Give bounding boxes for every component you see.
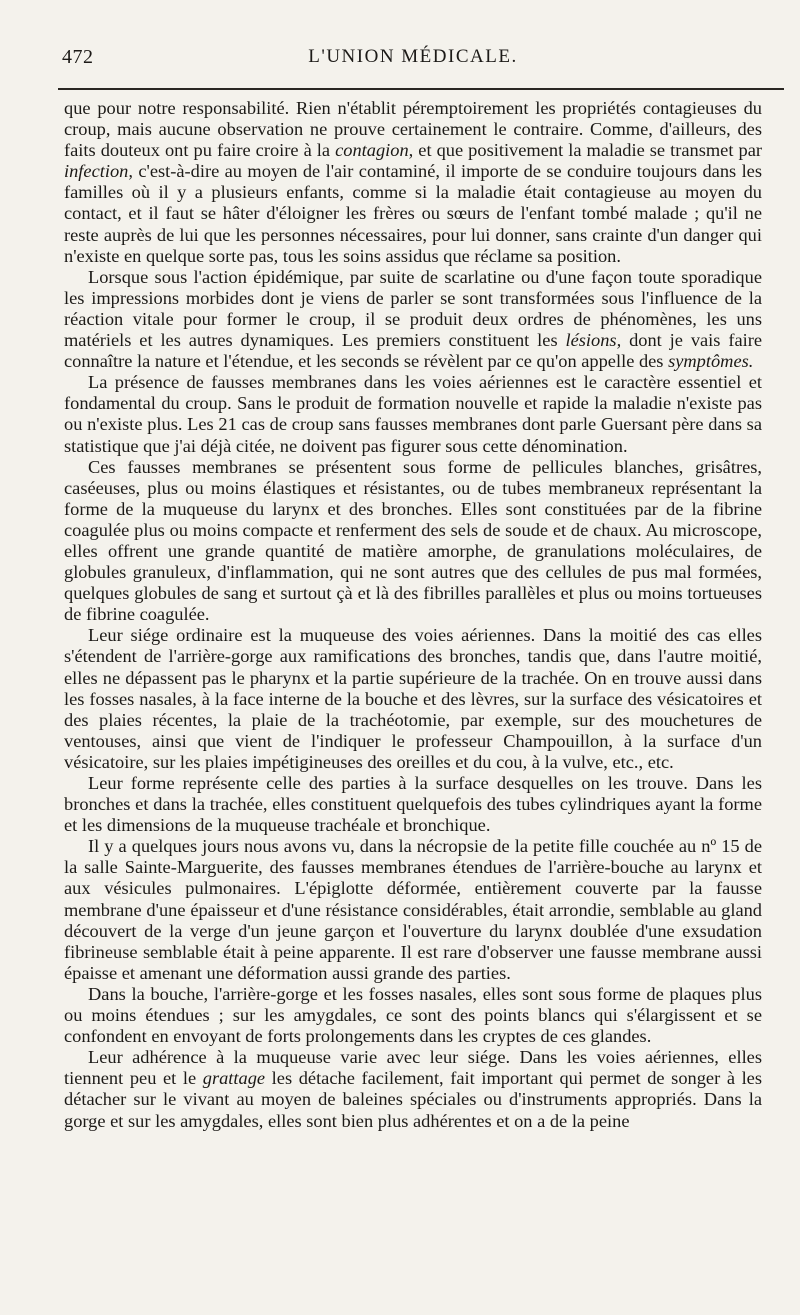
page-header bbox=[64, 44, 762, 74]
text-run: Leur siége ordinaire est la muqueuse des voies aériennes. Dans la moitié des cas elles s'étendent de l'arrière-gorge aux ramifications des bronches, tandis que, dans l'autre moitié, elles ne dépassent pas le pharynx et la partie supérieure de la trachée. On en trouve aussi dans les fosses nasales, à la face interne de la bouche et des lèvres, sur la surface des vésicatoires et des plaies récentes, la plaie de la trachéotomie, par exemple, sur des mouchetures de ventouses, ainsi que vient de l'indiquer le professeur Champouillon, à la surface d'un vésicatoire, sur les plaies impétigineuses des oreilles et du cou, à la vulve, etc., etc. bbox=[64, 625, 762, 772]
paragraph bbox=[64, 625, 762, 773]
article-body bbox=[64, 98, 762, 1132]
italic-term: contagion, bbox=[335, 140, 414, 161]
paragraph bbox=[64, 773, 762, 836]
paragraph bbox=[64, 372, 762, 456]
header-rule bbox=[58, 88, 784, 90]
text-run: c'est-à-dire au moyen de l'air contaminé, il importe de se conduire toujours dans les familles où il y a plusieurs enfants, comme si la maladie était contagieuse au moyen du contact, et il faut se hâter d'éloigner les frères ou sœurs de l'enfant tombé malade ; qu'il ne reste auprès de lui que les personnes nécessaires, pour lui donner, sans crainte d'un danger qui n'existe en quelque sorte pas, tous les soins assidus que réclame sa position. bbox=[64, 161, 762, 266]
text-run: Ces fausses membranes se présentent sous forme de pellicules blanches, grisâtres, caséeuses, plus ou moins élastiques et résistantes, ou de tubes membraneux représentant la forme de la muqueuse du larynx et des bronches. Elles sont constituées par de la fibrine coagulée plus ou moins compacte et renferment des sels de soude et de chaux. Au microscope, elles offrent une grande quantité de matière amorphe, de granulations moléculaires, de globules granuleux, d'inflammation, qui ne sont autres que des cellules de pus mal formées, quelques globules de sang et surtout çà et là des fibrilles parallèles et plus ou moins tortueuses de fibrine coagulée. bbox=[64, 456, 762, 625]
text-run: dont je vais faire connaître la nature et l'étendue, et les seconds se révèlent par ce qu'on appelle des bbox=[64, 330, 763, 372]
text-run: Lorsque sous l'action épidémique, par suite de scarlatine ou d'une façon toute sporadique les impressions morbides dont je viens de parler se sont transformées sous l'influence de la réaction vitale pour former le croup, il se produit deux ordres de phénomènes, les uns matériels et les autres dynamiques. Les premiers constituent les bbox=[64, 266, 762, 351]
italic-term: lésions, bbox=[565, 330, 622, 351]
paragraph bbox=[64, 267, 762, 372]
paragraph bbox=[64, 457, 762, 626]
running-title: L'UNION MÉDICALE. bbox=[308, 46, 518, 67]
paragraph bbox=[64, 98, 762, 267]
text-run: Leur forme représente celle des parties à la surface desquelles on les trouve. Dans les bronches et dans la trachée, elles constituent quelquefois des tubes cylindriques ayant la forme et les dimensions de la muqueuse trachéale et bronchique. bbox=[64, 773, 762, 836]
text-run: Il y a quelques jours nous avons vu, dans la nécropsie de la petite fille couchée au nº 15 de la salle Sainte-Marguerite, des fausses membranes étendues de l'arrière-bouche au larynx et aux vésicules pulmonaires. L'épiglotte déformée, entièrement couverte par la fausse membrane d'une épaisseur et d'une résistance considérables, était arrondie, semblable au gland découvert de la verge d'un jeune garçon et l'ouverture du larynx doublée d'une exsudation fibrineuse semblable était à peine apparente. Il est rare d'observer une fausse membrane aussi épaisse et amenant une déformation aussi grande des parties. bbox=[64, 836, 762, 983]
paragraph bbox=[64, 836, 762, 984]
text-run: Dans la bouche, l'arrière-gorge et les fosses nasales, elles sont sous forme de plaques plus ou moins étendues ; sur les amygdales, ce sont des points blancs qui s'élargissent et se confondent en envoyant de forts prolongements dans les cryptes de ces glandes. bbox=[64, 983, 762, 1047]
text-run: que pour notre responsabilité. Rien n'établit péremptoirement les propriétés contagieuses du croup, mais aucune observation ne prouve certainement le contraire. Comme, d'ailleurs, des faits douteux ont pu faire croire à la bbox=[64, 98, 762, 161]
italic-term: symptômes. bbox=[668, 351, 754, 372]
text-run: et que positivement la maladie se transmet par bbox=[413, 140, 762, 161]
italic-term: infection, bbox=[64, 161, 133, 182]
text-run: La présence de fausses membranes dans les voies aériennes est le caractère essentiel et fondamental du croup. Sans le produit de formation nouvelle et rapide la maladie n'existe pas ou n'existe plus. Les 21 cas de croup sans fausses membranes dont parle Guersant père dans sa statistique que j'ai déjà citée, ne doivent pas figurer sous cette dénomination. bbox=[64, 372, 762, 456]
paragraph bbox=[64, 984, 762, 1047]
text-run: Leur adhérence à la muqueuse varie avec leur siége. Dans les voies aériennes, elles tiennent peu et le bbox=[64, 1047, 762, 1089]
text-run: les détache facilement, fait important qui permet de songer à les détacher sur le vivant au moyen de baleines spéciales ou d'instruments appropriés. Dans la gorge et sur les amygdales, elles sont bien plus adhérentes et on a de la peine bbox=[64, 1068, 763, 1131]
italic-term: grattage bbox=[202, 1068, 266, 1089]
paragraph bbox=[64, 1047, 762, 1131]
page-number: 472 bbox=[62, 46, 94, 68]
